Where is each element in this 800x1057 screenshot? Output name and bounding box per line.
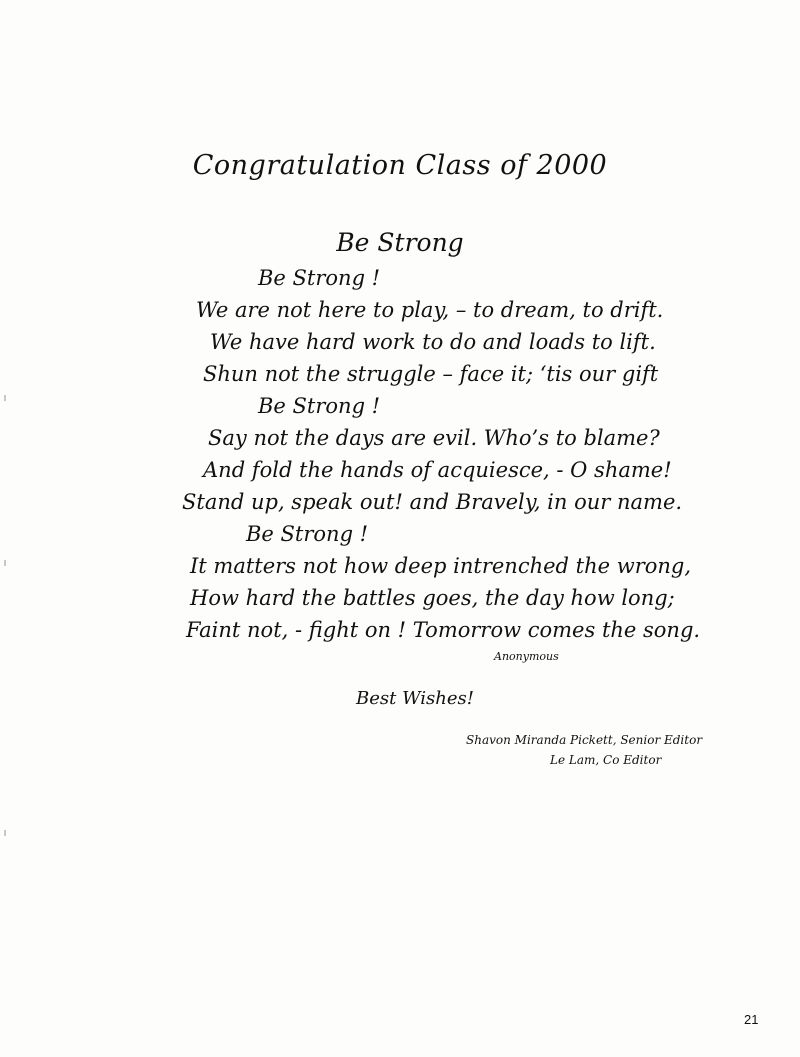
poem-line: Stand up, speak out! and Bravely, in our name. (182, 490, 683, 514)
scan-edge-mark (4, 830, 6, 836)
poem-line: And fold the hands of acquiesce, - O shame! (203, 458, 672, 482)
poem-title: Be Strong (336, 228, 464, 257)
scan-edge-mark (4, 395, 6, 401)
page-number: 21 (744, 1012, 759, 1027)
poem-line: Be Strong ! (246, 522, 369, 546)
poem-line: Faint not, - fight on ! Tomorrow comes the song. (186, 618, 701, 642)
poem-line: We are not here to play, – to dream, to drift. (196, 298, 664, 322)
poem-attribution: Anonymous (494, 650, 559, 663)
poem-line: Shun not the struggle – face it; ‘tis our gift (203, 362, 659, 386)
poem-line: Say not the days are evil. Who’s to blame? (208, 426, 660, 450)
poem-line: We have hard work to do and loads to lift. (210, 330, 656, 354)
poem-line: How hard the battles goes, the day how long; (190, 586, 675, 610)
poem-line: Be Strong ! (258, 266, 381, 290)
credit-co-editor: Le Lam, Co Editor (550, 753, 662, 767)
closing-wishes: Best Wishes! (356, 688, 474, 709)
page-heading: Congratulation Class of 2000 (192, 150, 608, 181)
scan-edge-mark (4, 560, 6, 566)
poem-line: Be Strong ! (258, 394, 381, 418)
credit-senior-editor: Shavon Miranda Pickett, Senior Editor (466, 733, 703, 747)
poem-line: It matters not how deep intrenched the wrong, (190, 554, 692, 578)
